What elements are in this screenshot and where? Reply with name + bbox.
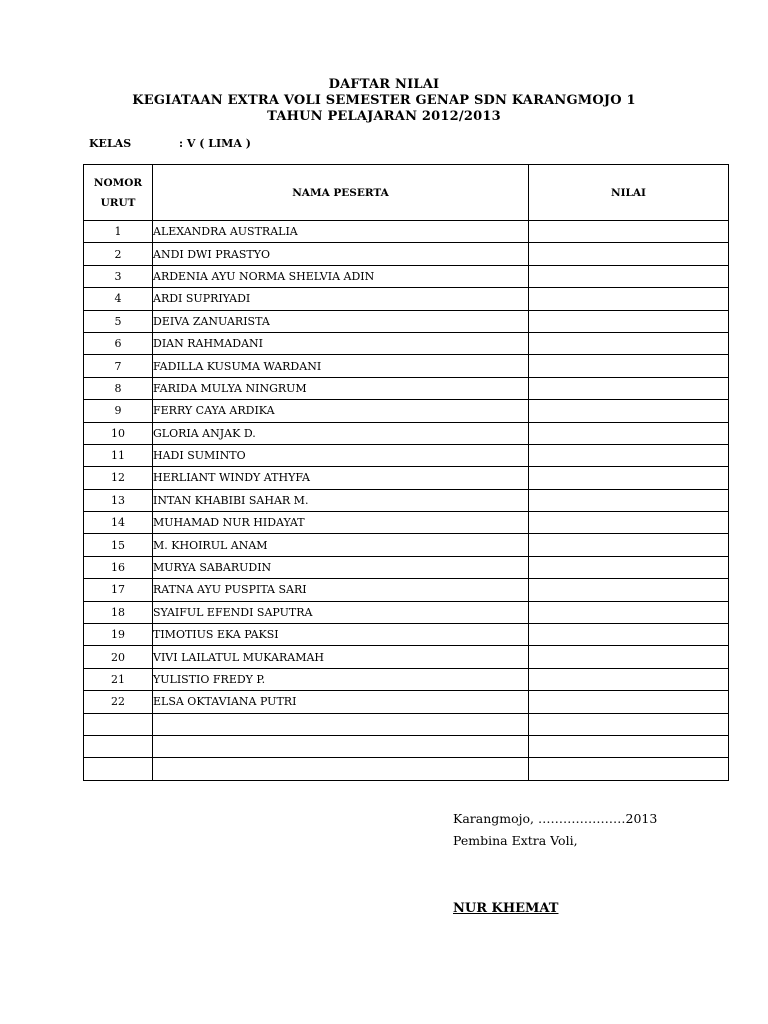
title-line-2: KEGIATAAN EXTRA VOLI SEMESTER GENAP SDN KARANGMOJO 1 [132, 93, 636, 108]
row-nilai [529, 534, 729, 556]
row-nilai [529, 377, 729, 399]
row-nilai [529, 668, 729, 690]
table-row [84, 624, 729, 646]
class-label: KELAS [89, 137, 132, 150]
row-name: INTAN KHABIBI SAHAR M. [153, 489, 529, 511]
table-row [84, 713, 729, 735]
row-number: 12 [84, 467, 153, 489]
title-line-3: TAHUN PELAJARAN 2012/2013 [267, 109, 501, 124]
row-number: 7 [84, 355, 153, 377]
table-row [84, 489, 729, 511]
table-row [84, 288, 729, 310]
header-nilai: NILAI [529, 165, 729, 221]
table-row [84, 467, 729, 489]
table-row [84, 332, 729, 354]
row-name: ALEXANDRA AUSTRALIA [153, 221, 529, 243]
row-number: 14 [84, 512, 153, 534]
row-number: 16 [84, 556, 153, 578]
document-title [0, 77, 768, 125]
row-name: ELSA OKTAVIANA PUTRI [153, 691, 529, 713]
row-name: ARDENIA AYU NORMA SHELVIA ADIN [153, 265, 529, 287]
table-row [84, 579, 729, 601]
row-name [153, 758, 529, 780]
header-nomor-urut [84, 165, 153, 221]
row-number [84, 735, 153, 757]
table-row [84, 668, 729, 690]
table-row [84, 534, 729, 556]
row-number: 8 [84, 377, 153, 399]
row-number: 9 [84, 400, 153, 422]
row-number [84, 758, 153, 780]
row-name: SYAIFUL EFENDI SAPUTRA [153, 601, 529, 623]
header-nomor-line2: URUT [100, 196, 136, 209]
row-number: 6 [84, 332, 153, 354]
row-number: 11 [84, 444, 153, 466]
row-name [153, 735, 529, 757]
signature-place-date: Karangmojo, …………………2013 [453, 811, 658, 826]
table-row [84, 377, 729, 399]
row-number: 10 [84, 422, 153, 444]
signature-name: NUR KHEMAT [453, 901, 559, 916]
table-row [84, 601, 729, 623]
title-line-1: DAFTAR NILAI [328, 77, 440, 92]
row-name: FARIDA MULYA NINGRUM [153, 377, 529, 399]
row-nilai [529, 288, 729, 310]
row-number: 22 [84, 691, 153, 713]
row-number: 4 [84, 288, 153, 310]
row-name [153, 713, 529, 735]
row-nilai [529, 601, 729, 623]
row-nilai [529, 310, 729, 332]
row-nilai [529, 556, 729, 578]
row-number: 21 [84, 668, 153, 690]
row-name: DEIVA ZANUARISTA [153, 310, 529, 332]
row-nilai [529, 691, 729, 713]
row-nilai [529, 243, 729, 265]
row-nilai [529, 332, 729, 354]
table-row [84, 646, 729, 668]
row-nilai [529, 624, 729, 646]
row-nilai [529, 400, 729, 422]
table-row [84, 556, 729, 578]
table-row [84, 355, 729, 377]
row-nilai [529, 713, 729, 735]
row-name: FADILLA KUSUMA WARDANI [153, 355, 529, 377]
table-row [84, 512, 729, 534]
table-row [84, 310, 729, 332]
row-number: 5 [84, 310, 153, 332]
table-row [84, 221, 729, 243]
row-name: DIAN RAHMADANI [153, 332, 529, 354]
table-row [84, 422, 729, 444]
row-number: 20 [84, 646, 153, 668]
row-name: MUHAMAD NUR HIDAYAT [153, 512, 529, 534]
table-row [84, 265, 729, 287]
row-number: 19 [84, 624, 153, 646]
header-nomor-line1: NOMOR [93, 176, 143, 189]
signature-role: Pembina Extra Voli, [453, 833, 578, 848]
row-number: 2 [84, 243, 153, 265]
row-name: YULISTIO FREDY P. [153, 668, 529, 690]
table-row [84, 400, 729, 422]
row-name: FERRY CAYA ARDIKA [153, 400, 529, 422]
row-number: 1 [84, 221, 153, 243]
row-nilai [529, 422, 729, 444]
row-nilai [529, 758, 729, 780]
row-name: HERLIANT WINDY ATHYFA [153, 467, 529, 489]
row-nilai [529, 512, 729, 534]
header-nama-peserta: NAMA PESERTA [153, 165, 529, 221]
table-header-row [84, 165, 729, 221]
row-nilai [529, 265, 729, 287]
row-name: HADI SUMINTO [153, 444, 529, 466]
class-info [89, 137, 251, 150]
row-number [84, 713, 153, 735]
row-name: RATNA AYU PUSPITA SARI [153, 579, 529, 601]
table-body [84, 221, 729, 781]
row-name: ANDI DWI PRASTYO [153, 243, 529, 265]
class-value: : V ( LIMA ) [179, 137, 251, 150]
row-nilai [529, 735, 729, 757]
row-name: GLORIA ANJAK D. [153, 422, 529, 444]
table-row [84, 444, 729, 466]
table-row [84, 758, 729, 780]
row-nilai [529, 355, 729, 377]
row-name: M. KHOIRUL ANAM [153, 534, 529, 556]
table-row [84, 691, 729, 713]
row-nilai [529, 221, 729, 243]
row-nilai [529, 489, 729, 511]
row-name: TIMOTIUS EKA PAKSI [153, 624, 529, 646]
grades-table [83, 164, 729, 781]
row-number: 13 [84, 489, 153, 511]
row-name: ARDI SUPRIYADI [153, 288, 529, 310]
row-name: MURYA SABARUDIN [153, 556, 529, 578]
row-nilai [529, 467, 729, 489]
table-row [84, 243, 729, 265]
row-nilai [529, 646, 729, 668]
row-number: 17 [84, 579, 153, 601]
row-nilai [529, 444, 729, 466]
row-number: 18 [84, 601, 153, 623]
row-number: 3 [84, 265, 153, 287]
row-number: 15 [84, 534, 153, 556]
row-name: VIVI LAILATUL MUKARAMAH [153, 646, 529, 668]
row-nilai [529, 579, 729, 601]
table-row [84, 735, 729, 757]
